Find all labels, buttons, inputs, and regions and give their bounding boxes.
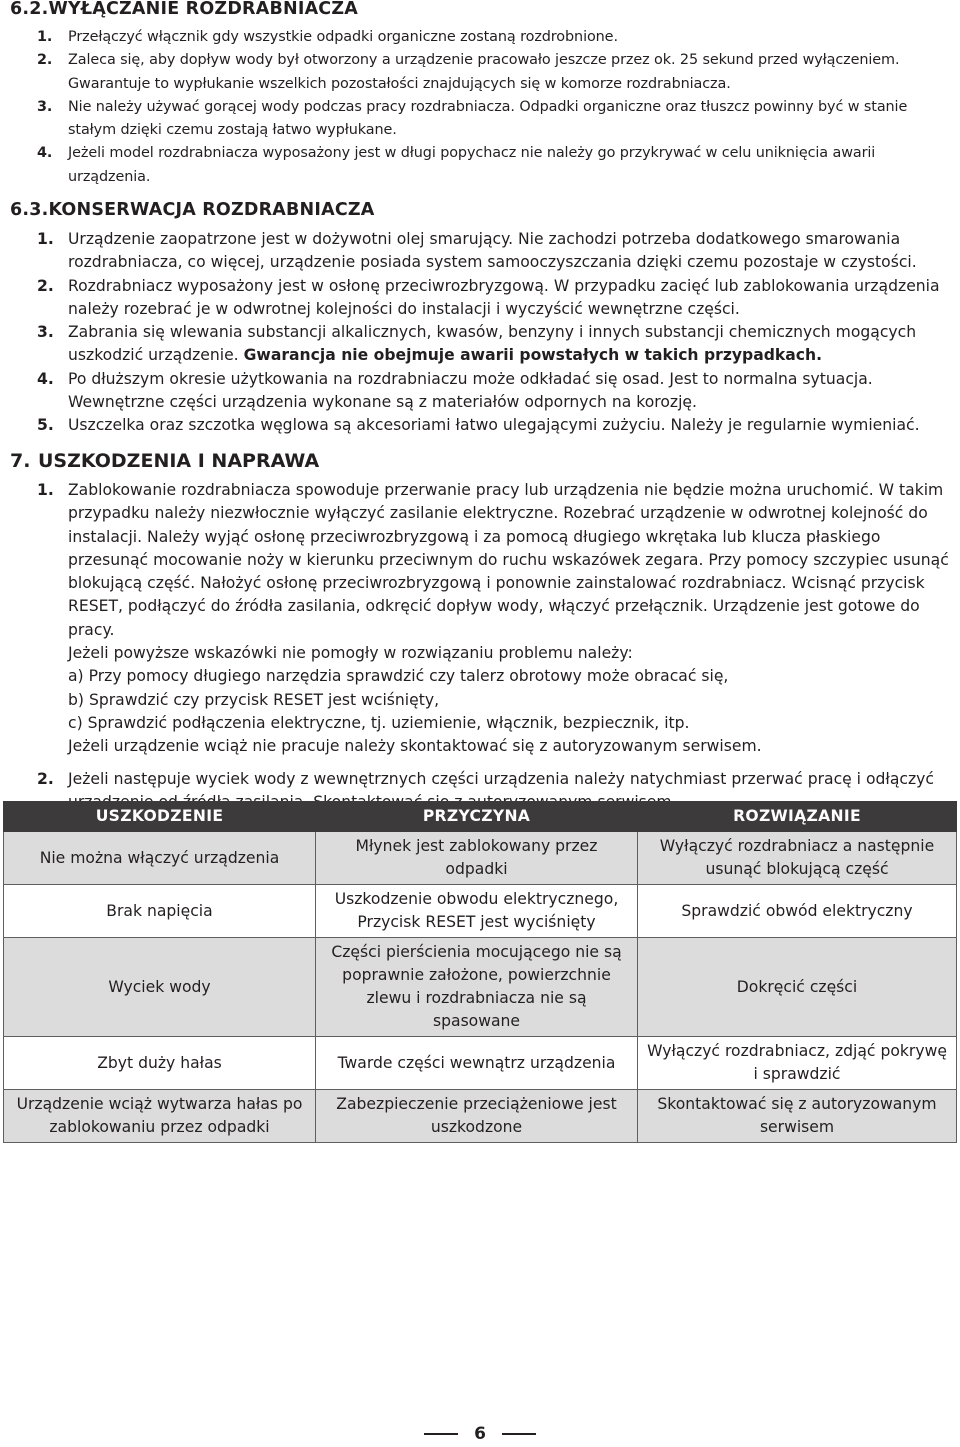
item-text: Jeżeli model rozdrabniacza wyposażony jest w długi popychacz nie należy go przykrywać w celu uniknięcia awarii urządzenia. xyxy=(68,145,876,185)
solution-cell: Skontaktować się z autoryzowanym serwisem xyxy=(638,1090,957,1143)
list-item xyxy=(10,26,952,49)
column-header-solution: ROZWIĄZANIE xyxy=(638,802,957,832)
cause-cell: Zabezpieczenie przeciążeniowe jest uszkodzone xyxy=(316,1090,638,1143)
warranty-notice: Gwarancja nie obejmuje awarii powstałych w takich przypadkach. xyxy=(243,346,823,365)
section-heading-6-3: 6.3.KONSERWACJA ROZDRABNIACZA xyxy=(10,200,375,220)
cause-cell: Uszkodzenie obwodu elektrycznego, Przycisk RESET jest wyciśnięty xyxy=(316,885,638,938)
item-number: 3. xyxy=(37,98,53,115)
footer-rule-right xyxy=(502,1433,536,1435)
item-number: 1. xyxy=(37,481,54,499)
item-number: 4. xyxy=(37,369,54,388)
item-text: Rozdrabniacz wyposażony jest w osłonę przeciwrozbryzgową. W przypadku zacięć lub zablokowania urządzenia należy rozebrać je w odwrotnej kolejności do instalacji i wyczyścić wewnętrzne części. xyxy=(68,276,940,318)
item-number: 2. xyxy=(37,276,54,295)
item-text: Zaleca się, aby dopływ wody był otworzony a urządzenie pracowało jeszcze przez ok. 25 sekund przed wyłączeniem. Gwarantuje to wypłukanie wszelkich pozostałości znajdujących się w komorze rozdrabniacza. xyxy=(68,52,900,92)
item-number: 1. xyxy=(37,230,54,248)
table-row xyxy=(4,1037,957,1090)
table-row xyxy=(4,885,957,938)
list-item xyxy=(10,142,952,189)
item-text: Po dłuższym okresie użytkowania na rozdrabniaczu może odkładać się osad. Jest to normalna sytuacja. Wewnętrzne części urządzenia wykonane są z materiałów odpornych na korozję. xyxy=(68,369,873,412)
solution-cell: Dokręcić części xyxy=(638,938,957,1037)
table-row xyxy=(4,832,957,885)
troubleshoot-step-c: c) Sprawdzić podłączenia elektryczne, tj. uziemienie, włącznik, bezpiecznik, itp. xyxy=(68,713,690,732)
column-header-fault: USZKODZENIE xyxy=(4,802,316,832)
item-text xyxy=(68,321,952,368)
troubleshoot-step-a: a) Przy pomocy długiego narzędzia sprawdzić czy talerz obrotowy może obracać się, xyxy=(68,667,729,686)
solution-cell: Wyłączyć rozdrabniacz, zdjąć pokrywę i sprawdzić xyxy=(638,1037,957,1090)
cause-cell: Twarde części wewnątrz urządzenia xyxy=(316,1037,638,1090)
item-number: 2. xyxy=(37,52,53,69)
list-item xyxy=(10,96,952,143)
troubleshoot-closing: Jeżeli urządzenie wciąż nie pracuje należy skontaktować się z autoryzowanym serwisem. xyxy=(68,737,762,756)
table-header-row xyxy=(4,802,957,832)
solution-cell: Wyłączyć rozdrabniacz a następnie usunąć blokującą część xyxy=(638,832,957,885)
footer-rule-left xyxy=(424,1433,458,1435)
troubleshoot-intro: Jeżeli powyższe wskazówki nie pomogły w rozwiązaniu problemu należy: xyxy=(68,644,633,663)
list-item xyxy=(10,368,952,415)
cause-cell: Części pierścienia mocującego nie są poprawnie założone, powierzchnie zlewu i rozdrabniacza nie są spasowane xyxy=(316,938,638,1037)
list-item xyxy=(10,321,952,368)
section-6-2-list xyxy=(10,26,952,189)
item-number: 2. xyxy=(37,769,54,788)
cause-cell: Młynek jest zablokowany przez odpadki xyxy=(316,832,638,885)
section-7-list xyxy=(10,479,952,814)
fault-cell: Brak napięcia xyxy=(4,885,316,938)
page-footer xyxy=(0,1421,960,1447)
list-item xyxy=(10,228,952,275)
item-number: 5. xyxy=(37,416,54,435)
section-6-3-list xyxy=(10,228,952,438)
troubleshoot-step-b: b) Sprawdzić czy przycisk RESET jest wciśnięty, xyxy=(68,690,440,709)
item-number: 1. xyxy=(37,29,53,45)
item-text: Przełączyć włącznik gdy wszystkie odpadki organiczne zostaną rozdrobnione. xyxy=(68,29,618,45)
section-title: USZKODZENIA I NAPRAWA xyxy=(38,450,320,472)
item-number: 4. xyxy=(37,145,53,162)
list-item xyxy=(10,414,952,437)
troubleshooting-table xyxy=(3,801,957,1143)
item-text: Urządzenie zaopatrzone jest w dożywotni olej smarujący. Nie zachodzi potrzeba dodatkowego smarowania rozdrabniacza, co więcej, urządzenie posiada system samooczyszczania dzięki czemu pozostaje w czystości. xyxy=(68,230,917,272)
fault-cell: Urządzenie wciąż wytwarza hałas po zablokowaniu przez odpadki xyxy=(4,1090,316,1143)
item-text: Jeżeli następuje wyciek wody z wewnętrznych części urządzenia należy natychmiast przerwać pracę i odłączyć xyxy=(68,769,934,788)
fault-cell: Nie można włączyć urządzenia xyxy=(4,832,316,885)
page-number: 6 xyxy=(474,1424,486,1444)
section-number: 7. xyxy=(10,450,31,472)
column-header-cause: PRZYCZYNA xyxy=(316,802,638,832)
section-heading-6-2: 6.2.WYŁĄCZANIE ROZDRABNIACZA xyxy=(10,0,358,19)
fault-cell: Wyciek wody xyxy=(4,938,316,1037)
item-text: Zablokowanie rozdrabniacza spowoduje przerwanie pracy lub urządzenia nie będzie można uruchomić. W takim przypadku należy niezwłocznie wyłączyć zasilanie elektryczne. Rozebrać urządzenie w odwrotnej kolejność do instalacji. Należy wyjąć osłonę przeciwrozbryzgową i za pomocą długiego wkrętaka lub klucza płaskiego przesunąć mocowanie noży w kierunku przeciwnym do ruchu wskazówek zegara. Przy pomocy szczypiec usunąć blokującą część. Nałożyć osłonę przeciwrozbryzgową i ponownie zainstalować rozdrabniacz. Wcisnąć przycisk RESET, podłączyć do źródła zasilania, odkręcić dopływ wody, włączyć przełącznik. Urządzenie jest gotowe do pracy. xyxy=(68,481,949,639)
solution-cell: Sprawdzić obwód elektryczny xyxy=(638,885,957,938)
table-row xyxy=(4,1090,957,1143)
list-item xyxy=(10,275,952,322)
fault-cell: Zbyt duży hałas xyxy=(4,1037,316,1090)
section-heading-7 xyxy=(10,450,319,472)
item-text: Uszczelka oraz szczotka węglowa są akcesoriami łatwo ulegającymi zużyciu. Należy je regularnie wymieniać. xyxy=(68,416,920,435)
item-number: 3. xyxy=(37,323,54,342)
list-item xyxy=(10,49,952,96)
item-text-regular: Zabrania się wlewania substancji alkalicznych, kwasów, benzyny i innych substancji chemicznych mogących uszkodzić urządzenie. xyxy=(68,323,917,365)
table-row xyxy=(4,938,957,1037)
list-item xyxy=(10,479,952,759)
item-text: Nie należy używać gorącej wody podczas pracy rozdrabniacza. Odpadki organiczne oraz tłuszcz powinny być w stanie stałym dzięki czemu zostają łatwo wypłukane. xyxy=(68,98,908,139)
